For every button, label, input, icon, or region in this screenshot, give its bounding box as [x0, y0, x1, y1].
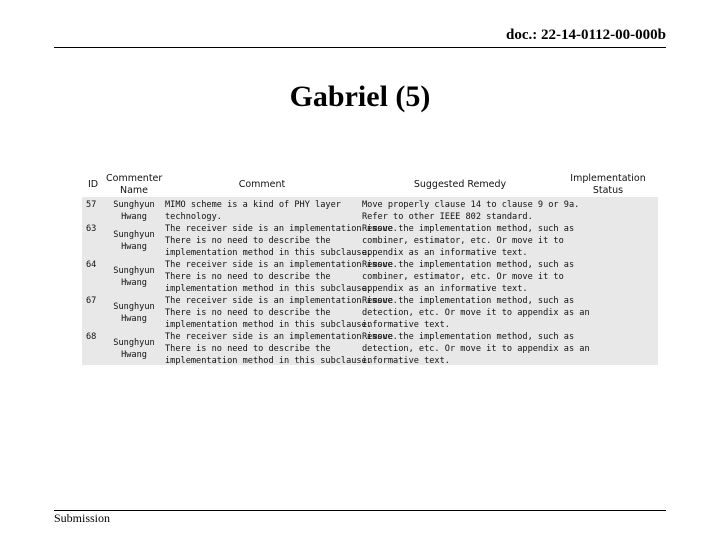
slide-title: Gabriel (5) — [289, 80, 431, 113]
row-comment: MIMO scheme is a kind of PHY layer technology. — [165, 200, 341, 222]
row-id: 57 — [86, 200, 97, 210]
row-id: 68 — [86, 332, 97, 342]
document-id: doc.: 22-14-0112-00-000b — [506, 27, 666, 43]
header-commenter-name: Commenter Name — [106, 173, 163, 196]
header-id: ID — [87, 179, 99, 190]
footer-rule — [54, 510, 666, 511]
row-comment: The receiver side is an implementation issue. There is no need to describe the implementation method in this subclause. — [165, 296, 398, 330]
row-comment: The receiver side is an implementation issue. There is no need to describe the implementation method in this subclause. — [165, 224, 398, 258]
footer-submission: Submission — [54, 511, 111, 525]
row-id: 63 — [86, 224, 97, 234]
row-commenter-name: Sunghyun Hwang — [113, 302, 155, 324]
row-suggested-remedy: Remove the implementation method, such as detection, etc. Or move it to appendix as an informative text. — [362, 332, 590, 366]
row-id: 67 — [86, 296, 97, 306]
row-suggested-remedy: Move properly clause 14 to clause 9 or 9a. Refer to other IEEE 802 standard. — [362, 200, 580, 222]
row-commenter-name: Sunghyun Hwang — [113, 200, 155, 222]
row-commenter-name: Sunghyun Hwang — [113, 266, 155, 288]
row-suggested-remedy: Remove the implementation method, such as combiner, estimator, etc. Or move it to appendix as an informative text. — [362, 260, 575, 294]
header-implementation-status: Implementation Status — [570, 173, 646, 196]
row-suggested-remedy: Remove the implementation method, such as detection, etc. Or move it to appendix as an informative text. — [362, 296, 590, 330]
row-comment: The receiver side is an implementation issue. There is no need to describe the implementation method in this subclause. — [165, 260, 398, 294]
row-commenter-name: Sunghyun Hwang — [113, 230, 155, 252]
row-comment: The receiver side is an implementation issue. There is no need to describe the implementation method in this subclause. — [165, 332, 398, 366]
row-commenter-name: Sunghyun Hwang — [113, 338, 155, 360]
header-rule — [54, 47, 666, 48]
row-id: 64 — [86, 260, 97, 270]
row-suggested-remedy: Remove the implementation method, such as combiner, estimator, etc. Or move it to appendix as an informative text. — [362, 224, 575, 258]
header-suggested-remedy: Suggested Remedy — [413, 179, 507, 190]
header-comment: Comment — [238, 179, 286, 190]
